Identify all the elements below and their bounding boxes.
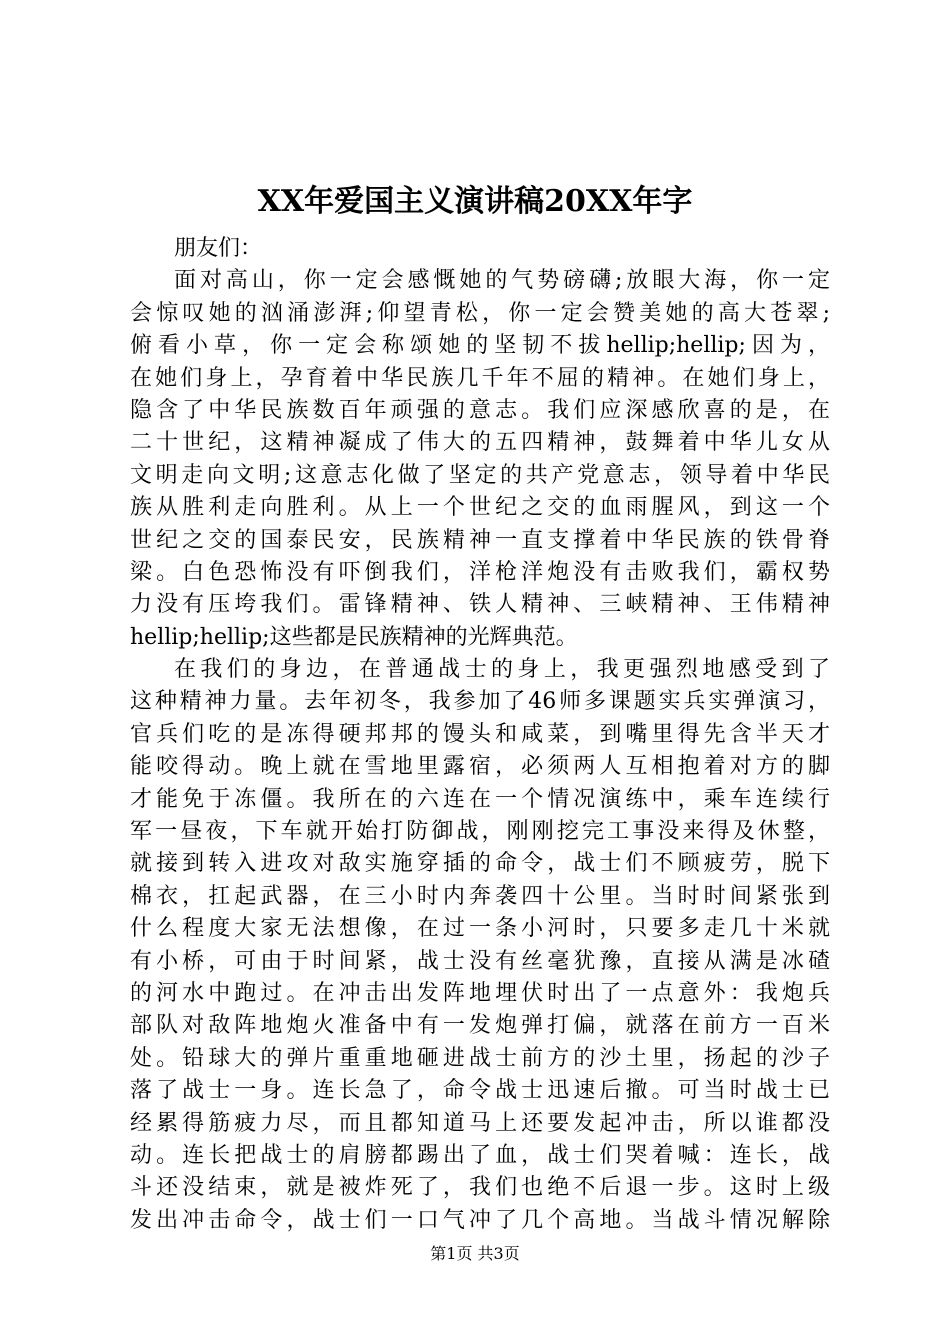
text-line: 面对高山，你一定会感慨她的气势磅礴;放眼大海，你一定 (174, 268, 830, 294)
text-line: 会惊叹她的汹涌澎湃;仰望青松，你一定会赞美她的高大苍翠; (130, 300, 830, 326)
text-line: 的河水中跑过。在冲击出发阵地埋伏时出了一点意外：我炮兵 (130, 980, 830, 1006)
text-line: 就接到转入进攻对敌实施穿插的命令，战士们不顾疲劳，脱下 (130, 851, 830, 877)
text-line: 俯看小草，你一定会称颂她的坚韧不拔hellip;hellip;因为， (130, 333, 830, 359)
text-line: 部队对敌阵地炮火准备中有一发炮弹打偏，就落在前方一百米 (130, 1013, 830, 1039)
text-line: 军一昼夜，下车就开始打防御战，刚刚挖完工事没来得及休整， (130, 819, 830, 845)
text-line: 力没有压垮我们。雷锋精神、铁人精神、三峡精神、王伟精神 (130, 592, 830, 618)
document-title: XX年爱国主义演讲稿20XX年字 (257, 184, 693, 219)
text-line: 二十世纪，这精神凝成了伟大的五四精神，鼓舞着中华儿女从 (130, 430, 830, 456)
page-footer: 第1页 共3页 (430, 1244, 520, 1263)
text-line: 动。连长把战士的肩膀都踢出了血，战士们哭着喊：连长，战 (130, 1142, 830, 1168)
text-line: 发出冲击命令，战士们一口气冲了几个高地。当战斗情况解除 (130, 1207, 830, 1233)
text-line: 朋友们： (174, 236, 263, 261)
text-line: 官兵们吃的是冻得硬邦邦的馒头和咸菜，到嘴里得先含半天才 (130, 721, 830, 747)
text-line: 斗还没结束，就是被炸死了，我们也绝不后退一步。这时上级 (130, 1175, 830, 1201)
text-line: 文明走向文明;这意志化做了坚定的共产党意志，领导着中华民 (130, 462, 830, 488)
text-line: 才能免于冻僵。我所在的六连在一个情况演练中，乘车连续行 (130, 786, 830, 812)
text-line: hellip;hellip;这些都是民族精神的光辉典范。 (130, 624, 578, 650)
text-line: 棉衣，扛起武器，在三小时内奔袭四十公里。当时时间紧张到 (130, 883, 830, 909)
text-line: 梁。白色恐怖没有吓倒我们，洋枪洋炮没有击败我们，霸权势 (130, 559, 830, 585)
text-line: 处。铅球大的弹片重重地砸进战士前方的沙土里，扬起的沙子 (130, 1045, 830, 1071)
text-line: 在她们身上，孕育着中华民族几千年不屈的精神。在她们身上， (130, 365, 830, 391)
text-line: 隐含了中华民族数百年顽强的意志。我们应深感欣喜的是，在 (130, 397, 830, 423)
text-line: 什么程度大家无法想像，在过一条小河时，只要多走几十米就 (130, 916, 830, 942)
text-line: 族从胜利走向胜利。从上一个世纪之交的血雨腥风，到这一个 (130, 495, 830, 521)
text-line: 经累得筋疲力尽，而且都知道马上还要发起冲击，所以谁都没 (130, 1110, 830, 1136)
text-line: 有小桥，可由于时间紧，战士没有丝毫犹豫，直接从满是冰碴 (130, 948, 830, 974)
text-line: 世纪之交的国泰民安，民族精神一直支撑着中华民族的铁骨脊 (130, 527, 830, 553)
text-line: 落了战士一身。连长急了，命令战士迅速后撤。可当时战士已 (130, 1078, 830, 1104)
document-body (130, 233, 830, 1237)
text-line: 能咬得动。晚上就在雪地里露宿，必须两人互相抱着对方的脚 (130, 754, 830, 780)
text-line: 在我们的身边，在普通战士的身上，我更强烈地感受到了 (174, 657, 830, 683)
text-line: 这种精神力量。去年初冬，我参加了46师多课题实兵实弹演习， (130, 689, 830, 715)
